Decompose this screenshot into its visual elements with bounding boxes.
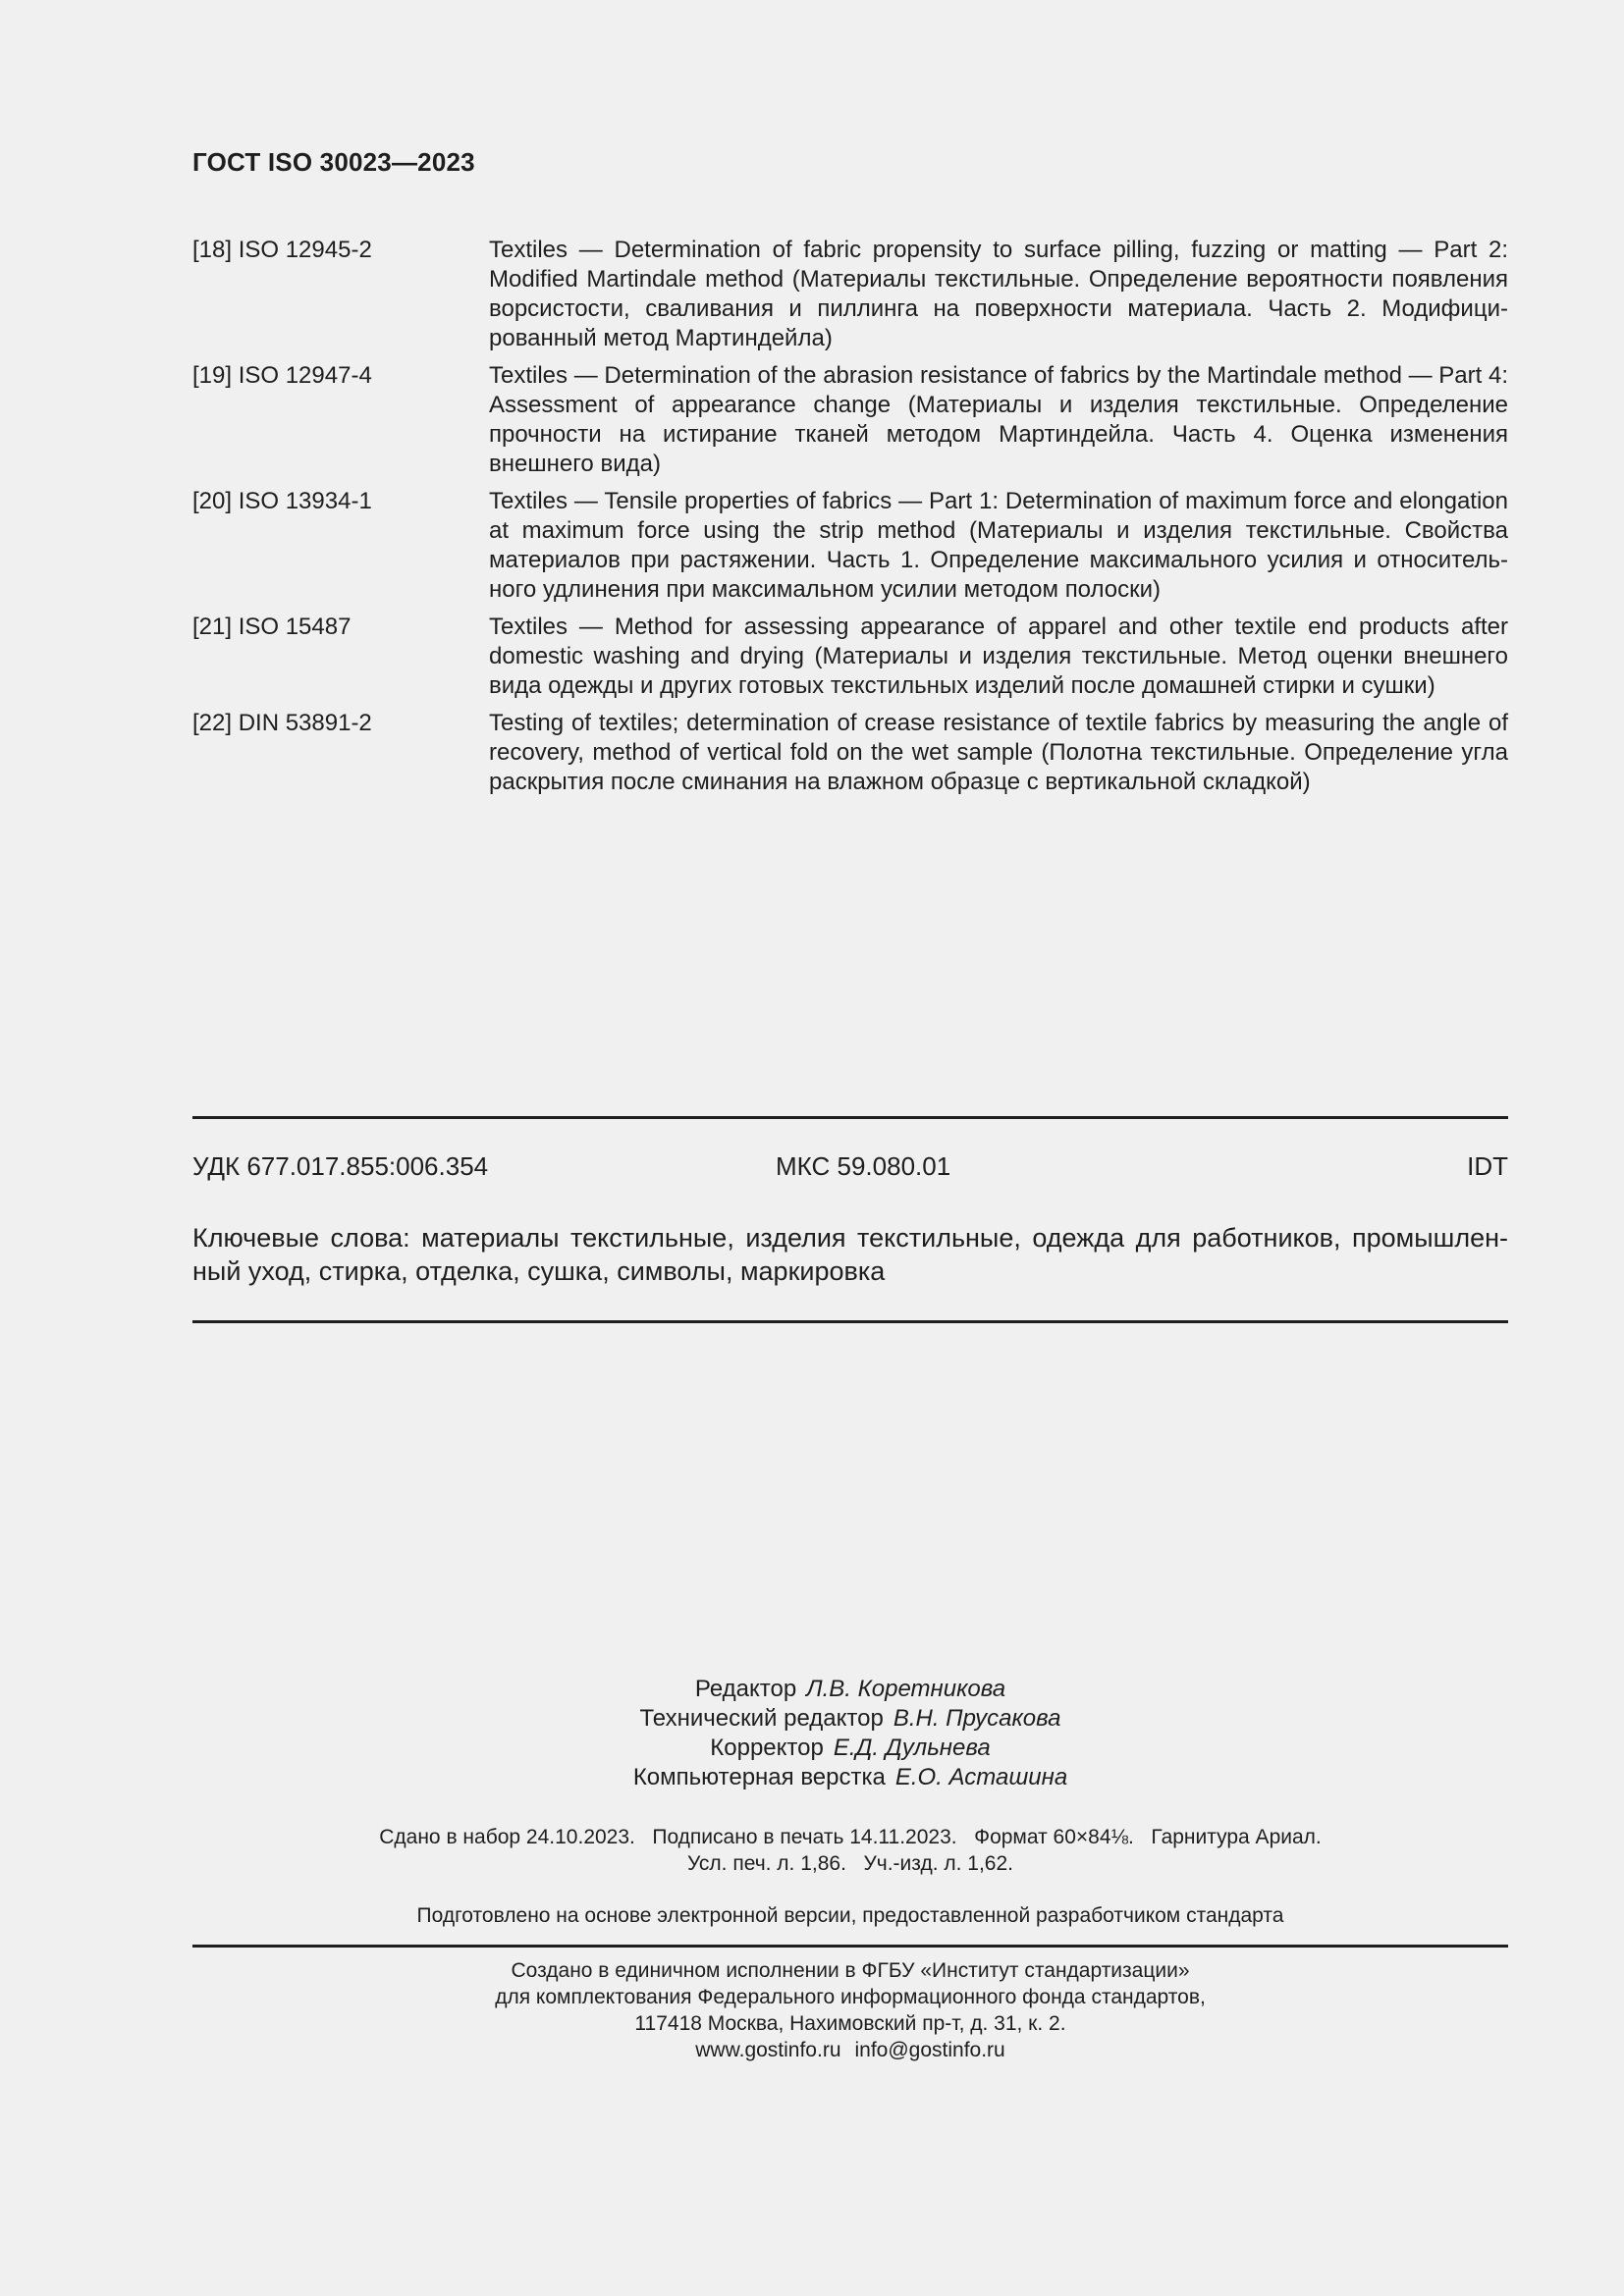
publisher-address: 117418 Москва, Нахимовский пр-т, д. 31, к. 2. — [634, 2012, 1066, 2035]
reference-code: [18] ISO 12945-2 — [192, 237, 372, 263]
editorial-credits — [192, 1675, 1508, 1792]
reference-text: Textiles — Tensile properties of fabrics — Part 1: Determination of maximum force and elongation at maximum force using the strip method (Материалы и изделия текстильные. Свойства материалов при растяжении. Часть 1. Определение максимального усилия и относительного удлинения при максимальном усилии методом полоски) — [489, 488, 1508, 603]
print-details — [192, 1824, 1508, 1877]
print-details-line: Усл. печ. л. 1,86. Уч.-изд. л. 1,62. — [686, 1852, 1013, 1875]
bibliography-entry — [192, 487, 1508, 605]
publisher-contacts — [192, 2037, 1508, 2063]
page-header-title: ГОСТ ISO 30023—2023 — [192, 147, 475, 177]
publisher-line: Создано в единичном исполнении в ФГБУ «Институт стандартизации» — [511, 1959, 1190, 1982]
bibliography-list — [192, 236, 1508, 805]
idt-marker: IDT — [1467, 1151, 1508, 1181]
credit-line — [192, 1734, 1508, 1763]
credit-person: Е.Д. Дульнева — [833, 1735, 991, 1761]
bibliography-entry — [192, 613, 1508, 701]
reference-text: Textiles — Method for assessing appearance of apparel and other textile end products after domestic washing and drying (Материалы и изделия текстильные. Метод оценки внешнего вида одежды и других готовых текстильных изделий после домашней стирки и сушки) — [489, 614, 1508, 699]
prepared-note: Подготовлено на основе электронной версии, предоставленной разработчиком стандарта — [416, 1904, 1284, 1927]
print-details-line: Сдано в набор 24.10.2023. Подписано в печать 14.11.2023. Формат 60×84⅛. Гарнитура Ариал. — [379, 1826, 1322, 1848]
credit-role: Технический редактор — [639, 1705, 884, 1732]
credit-role: Компьютерная верстка — [632, 1764, 886, 1790]
reference-text: Textiles — Determination of fabric propensity to surface pilling, fuzzing or matting — Part 2: Modified Martindale method (Материалы текстильные. Определение вероятности появления ворсистости, сваливания и пиллинга на поверхности материала. Часть 2. Модифицированный метод Мартиндейла) — [489, 237, 1508, 351]
credit-role: Корректор — [710, 1735, 824, 1761]
keywords-paragraph: Ключевые слова: материалы текстильные, изделия текстильные, одежда для работников, промышленный уход, стирка, отделка, сушка, символы, маркировка — [192, 1223, 1508, 1286]
section-divider-top — [192, 1116, 1508, 1119]
credit-role: Редактор — [694, 1676, 797, 1702]
udk-code: УДК 677.017.855:006.354 — [192, 1151, 489, 1181]
credit-line — [192, 1675, 1508, 1704]
credit-person: В.Н. Прусакова — [893, 1705, 1061, 1732]
publisher-divider — [192, 1945, 1508, 1948]
reference-code: [20] ISO 13934-1 — [192, 488, 372, 514]
reference-code: [21] ISO 15487 — [192, 614, 352, 640]
reference-text: Testing of textiles; determination of crease resistance of textile fabrics by measuring the angle of recovery, method of vertical fold on the wet sample (Полотна текстильные. Определение угла раскрытия после сминания на влажном образце с вертикальной складкой) — [489, 710, 1508, 795]
reference-code: [22] DIN 53891-2 — [192, 710, 372, 736]
credit-line — [192, 1704, 1508, 1734]
email-link[interactable]: info@gostinfo.ru — [854, 2039, 1005, 2061]
bibliography-entry — [192, 709, 1508, 797]
credit-person: Е.О. Асташина — [894, 1764, 1068, 1790]
credit-person: Л.В. Коретникова — [806, 1676, 1006, 1702]
reference-code: [19] ISO 12947-4 — [192, 362, 372, 389]
reference-text: Textiles — Determination of the abrasion resistance of fabrics by the Martindale method — Part 4: Assessment of appearance change (Материалы и изделия текстильные. Определение прочности на истирание тканей методом Мартиндейла. Часть 4. Оценка изменения внешнего вида) — [489, 362, 1508, 477]
bibliography-entry — [192, 361, 1508, 479]
publisher-block — [192, 1957, 1508, 2063]
website-link[interactable]: www.gostinfo.ru — [695, 2039, 841, 2061]
mks-code: МКС 59.080.01 — [776, 1151, 951, 1181]
credit-line — [192, 1763, 1508, 1792]
section-divider-bottom — [192, 1320, 1508, 1323]
publisher-line: для комплектования Федерального информационного фонда стандартов, — [495, 1986, 1206, 2008]
bibliography-entry — [192, 236, 1508, 353]
